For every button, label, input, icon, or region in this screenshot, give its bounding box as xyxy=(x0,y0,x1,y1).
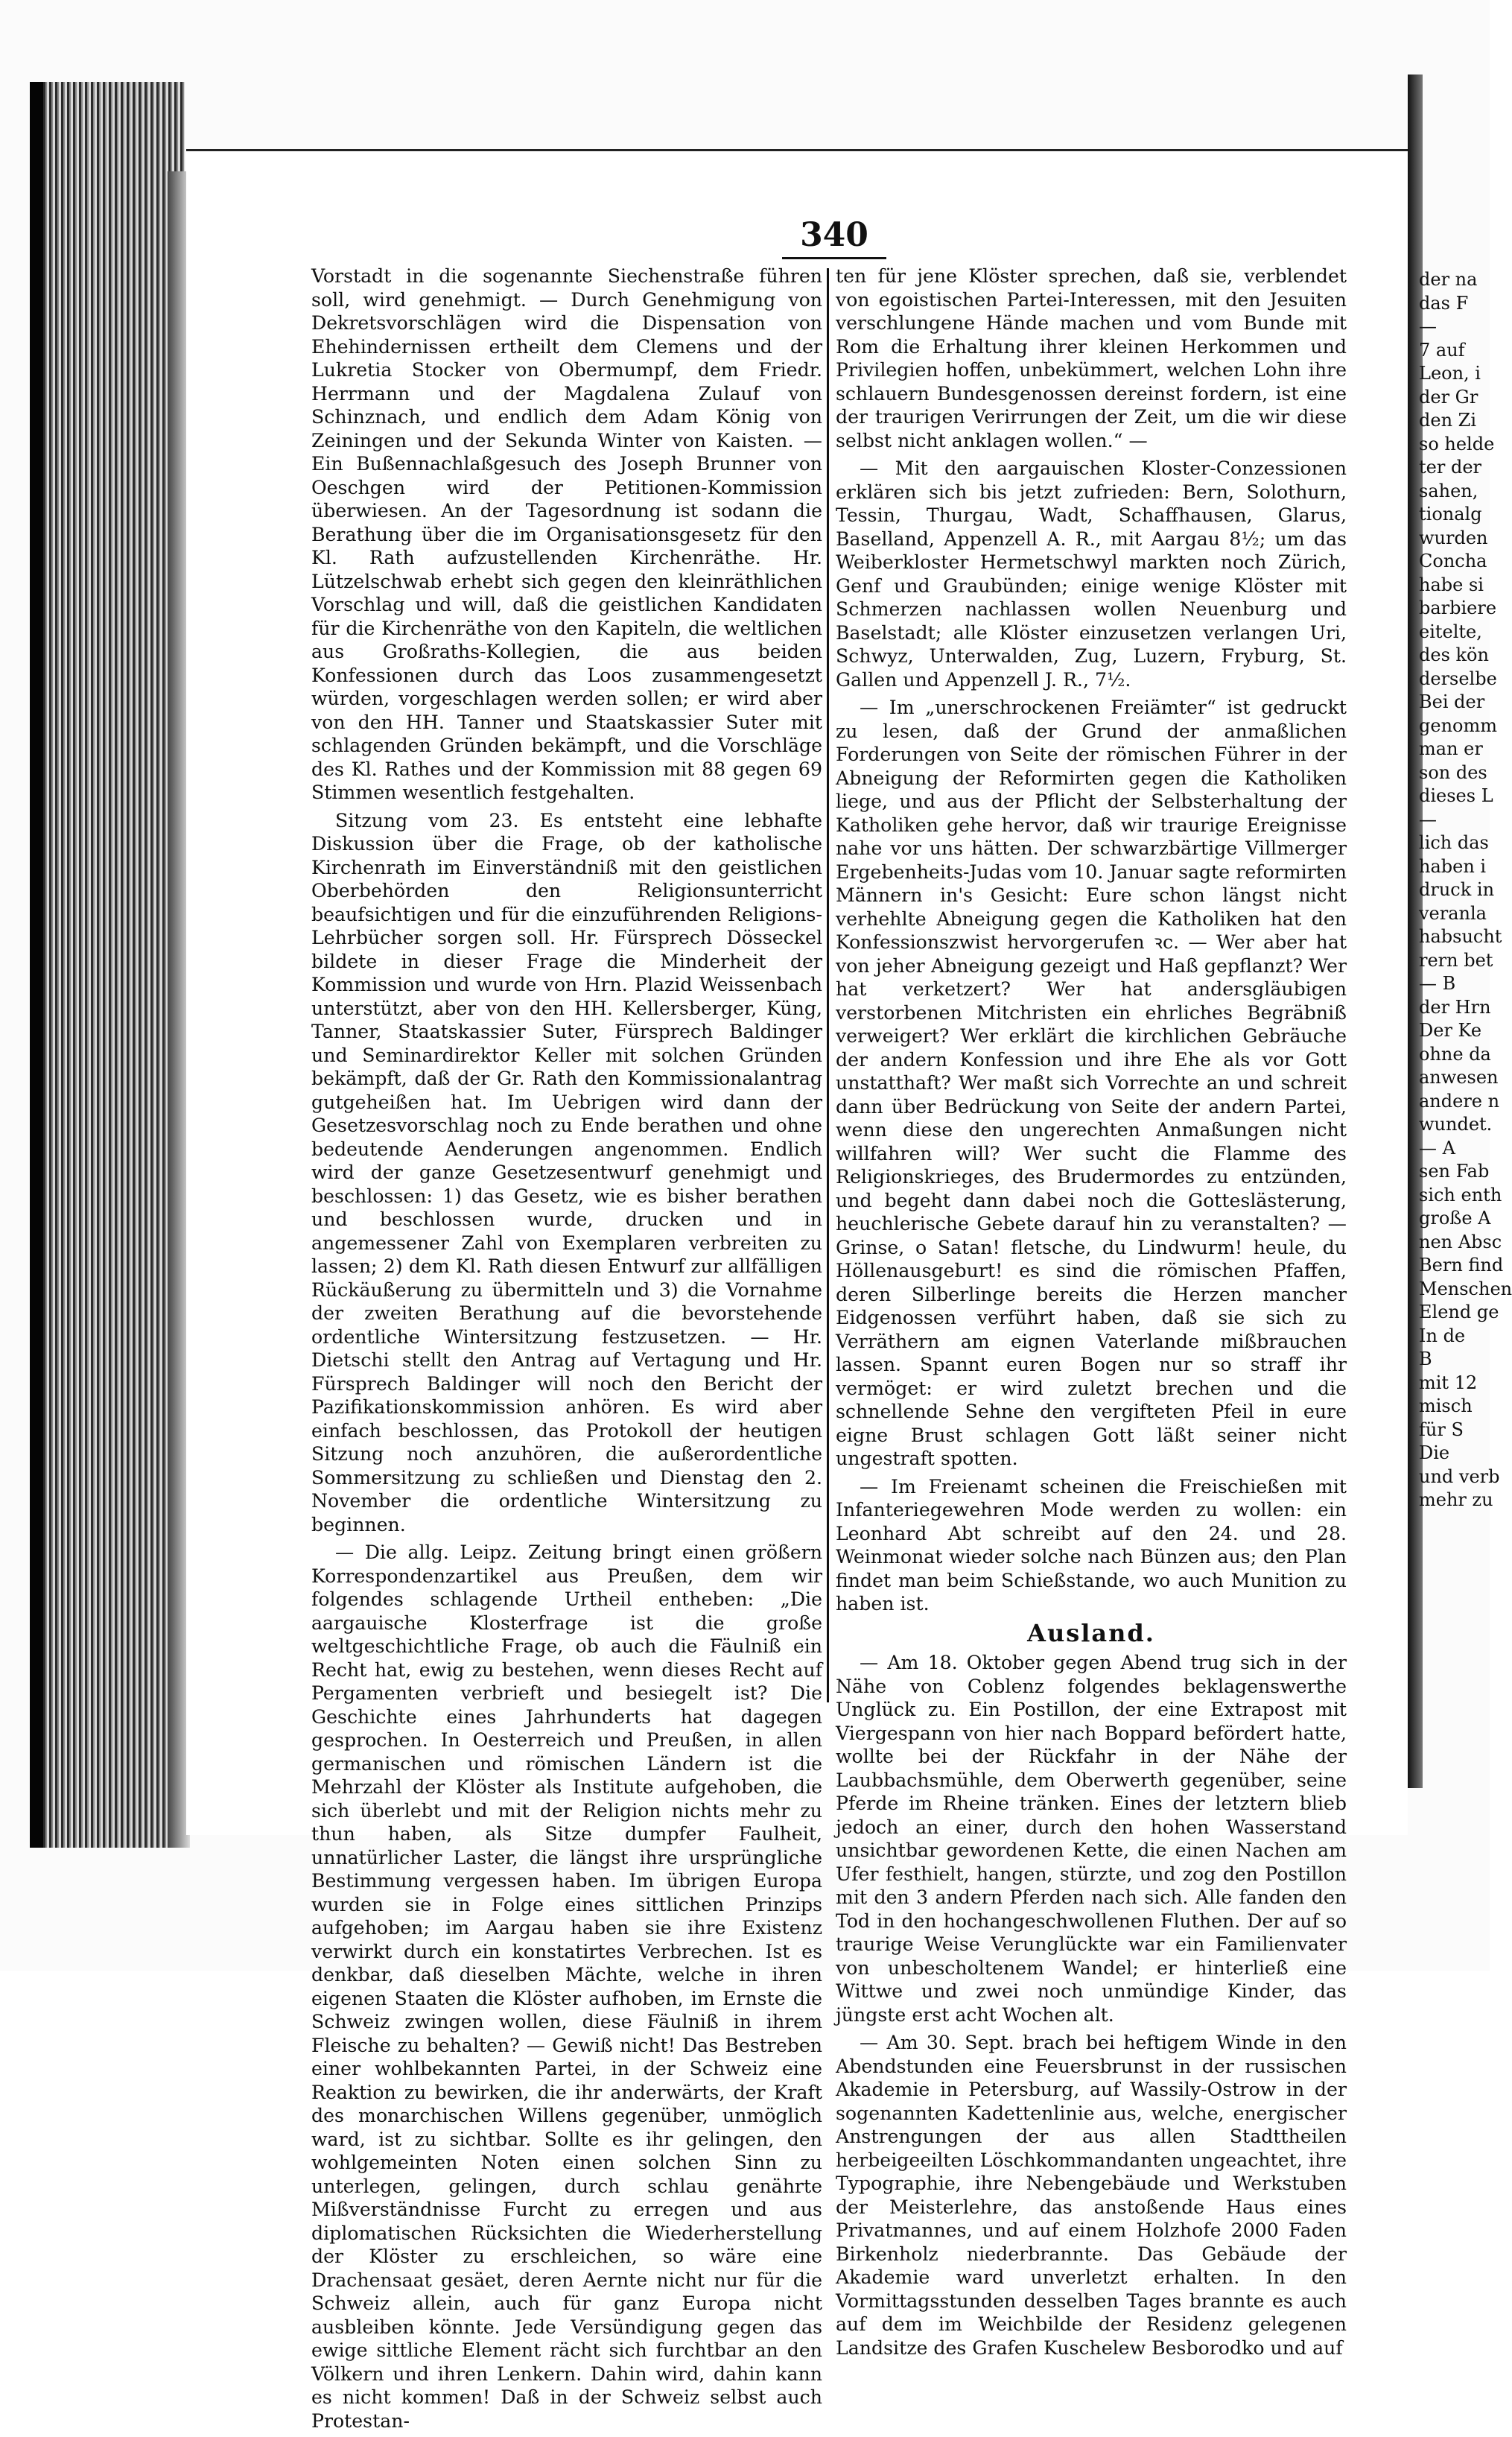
next-page-line: nen Absc xyxy=(1419,1231,1502,1252)
next-page-line: wundet. xyxy=(1419,1114,1493,1135)
next-page-line: sen Fab xyxy=(1419,1161,1490,1182)
right-column xyxy=(836,264,1347,2364)
book-page-edges xyxy=(30,82,185,1848)
next-page-line: — xyxy=(1419,316,1437,337)
next-page-line: Der Ke xyxy=(1419,1020,1482,1041)
next-page-line: 7 auf xyxy=(1419,339,1465,361)
next-page-line: der Gr xyxy=(1419,386,1478,408)
next-page-line: Concha xyxy=(1419,551,1487,571)
next-page-line: son des xyxy=(1419,761,1487,783)
next-page-line: Elend ge xyxy=(1419,1302,1499,1322)
paragraph: Sitzung vom 23. Es entsteht eine lebhafte Diskussion über die Frage, ob der katholische Kirchenrath im Einverständniß mit den geistlichen Oberbehörden den Religionsunterricht beaufsichtigen und für die einzuführenden Religions-Lehrbücher sorgen soll. Hr. Fürsprech Dösseckel bildete in dieser Frage die Minderheit der Kommission und wurde von Hrn. Plazid Weissenbach unterstützt, aber von den HH. Kellersberger, Küng, Tanner, Staatskassier Suter, Fürsprech Baldinger und Seminardirektor Keller mit solchen Gründen bekämpft, daß der Gr. Rath den Kommissionalantrag gutgeheißen hat. Im Uebrigen wird dann der Gesetzesvorschlag noch zu Ende berathen und ohne bedeutende Aenderungen angenommen. Endlich wird der ganze Gesetzesentwurf genehmigt und beschlossen: 1) das Gesetz, wie es bisher berathen und beschlossen wurde, drucken und in angemessener Zahl von Exemplaren verbreiten zu lassen; 2) dem Kl. Rath diesen Entwurf zur allfälligen Rückäußerung zu übermitteln und 3) die Vornahme der zweiten Berathung auf die bevorstehende ordentliche Wintersitzung festzusetzen. — Hr. Dietschi stellt den Antrag auf Vertagung und Hr. Fürsprech Baldinger will noch den Bericht der Pazifikationskommission anhören. Es wird aber einfach beschlossen, das Protokoll der heutigen Sitzung noch anzuhören, die außerordentliche Sommersitzung zu schließen und Dienstag den 2. November die ordentliche Wintersitzung zu beginnen. xyxy=(311,809,822,1536)
next-page-line: große A xyxy=(1419,1208,1491,1229)
next-page-line: der Hrn xyxy=(1419,996,1491,1018)
next-page-line: Menschen xyxy=(1419,1278,1512,1299)
next-page-line: Die xyxy=(1419,1442,1450,1463)
next-page-line: das F xyxy=(1419,292,1469,314)
paragraph: ten für jene Klöster sprechen, daß sie, verblendet von egoistischen Partei-Interessen, mit den Jesuiten verschlungene Hände machen und vom Bunde mit Rom die Erhaltung ihrer kleinen Herkommen und Privilegien hoffen, unbekümmert, welchen Lohn ihre schlauern Bundesgenossen dereinst fordern, ist eine der traurigen Verirrungen der Zeit, um die wir diese selbst nicht anklagen wollen.“ — xyxy=(836,265,1347,451)
next-page-line: ter der xyxy=(1419,457,1481,478)
paragraph: — Mit den aargauischen Kloster-Conzessionen erklären sich bis jetzt zufrieden: Bern, Solothurn, Tessin, Thurgau, Wadt, Schaffhausen, Glarus, Baselland, Appenzell A. R., mit Aargau 8½; um das Weiberkloster Hermetschwyl markten noch Zürich, Genf und Graubünden; einige wenige Klöster mit Schmerzen nachlassen wollen Neuenburg und Baselstadt; alle Klöster einzusetzen verlangen Uri, Schwyz, Unterwalden, Zug, Luzern, Fryburg, St. Gallen und Appenzell J. R., 7½. xyxy=(836,457,1347,691)
next-page-line: man er xyxy=(1419,738,1483,759)
next-page-line: den Zi xyxy=(1419,410,1477,431)
left-column xyxy=(311,264,822,2437)
next-page-line: des kön xyxy=(1419,644,1489,665)
next-page-line: genomm xyxy=(1419,714,1497,736)
next-page-line: tionalg xyxy=(1419,504,1482,525)
paragraph: — Im Freienamt scheinen die Freischießen mit Infanteriegewehren Mode werden zu wollen: ein Leonhard Abt schreibt auf den 24. und 28. Weinmonat wieder solche nach Bünzen aus; den Plan findet man beim Schießstande, wo auch Munition zu haben ist. xyxy=(836,1475,1347,1614)
section-heading: Ausland. xyxy=(1027,1618,1155,1647)
next-page-line: veranla xyxy=(1419,902,1487,924)
next-page-line: druck in xyxy=(1419,879,1495,900)
next-page-line: habsucht xyxy=(1419,926,1502,947)
column-divider xyxy=(827,268,829,1702)
paragraph: — Im „unerschrockenen Freiämter“ ist gedruckt zu lesen, daß der Grund der anmaßlichen Forderungen von Seite der römischen Führer in der Abneigung der Reformirten gegen die Katholiken liege, und aus der Pflicht der Selbsterhaltung der Katholiken gehe hervor, daß wir traurige Ereignisse nahe vor uns hätten. Der schwarzbärtige Villmerger Ergebenheits-Judas vom 10. Januar sagte reformirten Männern in's Gesicht: Eure schon längst nicht verhehlte Abneigung gegen die Katholiken hat den Konfessionszwist hervorgerufen ꝛc. — Wer aber hat von jeher Abneigung gezeigt und Haß gepflanzt? Wer hat verketzert? Wer hat andersgläubigen verstorbenen Mitchristen ein ehrliches Begräbniß verweigert? Wer erklärt die kirchlichen Gebräuche der andern Konfession und ihre Ehe als vor Gott unstatthaft? Wer maßt sich Vorrechte an und schreit dann über Bedrückung von Seite der andern Partei, wenn diese den ungerechten Anmaßungen nicht willfahren will? Wer sucht die Flamme des Religionskrieges, des Brudermordes zu entzünden, und begeht dann dabei noch die Gotteslästerung, heuchlerische Gebete darauf hin zu veranstalten? — Grinse, o Satan! fletsche, du Lindwurm! heule, du Höllenausgeburt! es sind die römischen Pfaffen, deren Silberlinge bereits die Herzen mancher Eidgenossen verführt haben, daß sie sich zu Verräthern am eignen Vaterlande mißbrauchen lassen. Spannt euren Bogen nur so straff ihr vermöget: er wird zuletzt brechen und die schnellende Sehne den vergifteten Pfeil in eure eigne Brust schlagen Gott läßt seiner nicht ungestraft spotten. xyxy=(836,697,1347,1469)
next-page-line: rern bet xyxy=(1419,949,1493,971)
next-page-line: — B xyxy=(1419,973,1456,994)
next-page-line: misch xyxy=(1419,1395,1473,1416)
next-page-line: wurden xyxy=(1419,527,1488,548)
paragraph: Vorstadt in die sogenannte Siechenstraße führen soll, wird genehmigt. — Durch Genehmigung von Dekretsvorschlägen wird die Dispensation von Ehehindernissen ertheilt dem Clemens und der Lukretia Stocker von Obermumpf, dem Friedr. Herrmann und der Magdalena Zulauf von Schinznach, und endlich dem Adam König von Zeiningen und der Sekunda Winter von Kaisten. — Ein Bußennachlaßgesuch des Joseph Brunner von Oeschgen wird der Petitionen-Kommission überwiesen. An der Tagesordnung ist sodann die Berathung über die im Organisationsgesetz für den Kl. Rath aufzustellenden Kirchenräthe. Hr. Lützelschwab erhebt sich gegen den kleinräthlichen Vorschlag und will, daß die geistlichen Kandidaten für die Kirchenräthe von den Kapiteln, die weltlichen aus Großraths-Kollegien, die aus beiden Konfessionen durch das Loos zusammengesetzt würden, vorgeschlagen werden sollen; er wird aber von den HH. Tanner und Staatskassier Suter mit schlagenden Gründen bekämpft, und die Vorschläge des Kl. Rathes und der Kommission mit 88 gegen 69 Stimmen wesentlich festgehalten. xyxy=(311,265,822,803)
next-page-line: habe si xyxy=(1419,574,1484,595)
next-page-line: der na xyxy=(1419,269,1478,290)
next-page-line: haben i xyxy=(1419,855,1487,877)
next-page-line: dieses L xyxy=(1419,785,1493,806)
next-page-line: derselbe xyxy=(1419,668,1497,689)
next-page-line: In de xyxy=(1419,1325,1466,1346)
next-page-line: — A xyxy=(1419,1137,1455,1159)
next-page-line: andere n xyxy=(1419,1090,1500,1112)
next-page-line: barbiere xyxy=(1419,598,1497,618)
next-page-fragment xyxy=(1419,268,1512,1510)
next-page-line: Bei der xyxy=(1419,691,1485,712)
next-page-line: für S xyxy=(1419,1419,1464,1440)
paragraph: — Die allg. Leipz. Zeitung bringt einen größern Korrespondenzartikel aus Preußen, dem wir folgendes schlagende Urtheil entheben: „Die aargauische Klosterfrage ist die große weltgeschichtliche Frage, ob auch die Fäulniß ein Recht hat, ewig zu bestehen, wenn dieses Recht auf Pergamenten verbrieft und besiegelt ist? Die Geschichte eines Jahrhunderts hat dagegen gesprochen. In Oesterreich und Preußen, in allen germanischen und römischen Ländern ist die Mehrzahl der Klöster als Institute aufgehoben, die sich überlebt und mit der Religion nichts mehr zu thun haben, als Sitze dumpfer Faulheit, unnatürlicher Laster, die längst ihre ursprüngliche Bestimmung vergessen haben. Im übrigen Europa wurden sie in Folge eines sittlichen Prinzips aufgehoben; im Aargau haben sie ihre Existenz verwirkt durch ein konstatirtes Verbrechen. Ist es denkbar, daß dieselben Mächte, welche in ihren eigenen Staaten die Klöster aufhoben, im Ernste die Schweiz zwingen wollen, diese Fäulniß in ihrem Fleische zu behalten? — Gewiß nicht! Das Bestreben einer wohlbekannten Partei, in der Schweiz eine Reaktion zu bewirken, die ihr anderwärts, der Kraft des monarchischen Willens gegenüber, unmöglich ward, ist zu sichtbar. Sollte es ihr gelingen, den wohlgemeinten Noten einen solchen Sinn zu unterlegen, gelingen, durch schlau genährte Mißverständnisse Furcht zu erregen und aus diplomatischen Rücksichten die Wiederherstellung der Klöster zu erschleichen, so wäre eine Drachensaat gesäet, deren Aernte nicht nur für die Schweiz allein, auch für ganz Europa nicht ausbleiben könnte. Jede Versündigung gegen das ewige sittliche Element rächt sich furchtbar an den Völkern und ihren Lenkern. Dahin wird, dahin kann es nicht kommen! Daß in der Schweiz selbst auch Protestan- xyxy=(311,1541,822,2432)
next-page-line: und verb xyxy=(1419,1465,1500,1487)
next-page-line: mehr zu xyxy=(1419,1489,1493,1510)
next-page-line: so helde xyxy=(1419,433,1495,454)
page-number: 340 xyxy=(782,216,886,259)
next-page-line: — xyxy=(1419,808,1437,830)
paragraph: — Am 30. Sept. brach bei heftigem Winde in den Abendstunden eine Feuersbrunst in der russischen Akademie in Petersburg, auf Wassily-Ostrow in der sogenannten Kadettenlinie aus, welche, energischer Anstrengungen der aus allen Stadttheilen herbeigeeilten Löschkommandanten ungeachtet, ihre Typographie, ihre Nebengebäude und Werkstuben der Meisterlehre, das anstoßende Haus eines Privatmannes, und auf einem Holzhofe 2000 Faden Birkenholz niederbrannte. Das Gebäude der Akademie ward unverletzt erhalten. In den Vormittagsstunden desselben Tages brannte es auch auf dem im Weichbilde der Residenz gelegenen Landsitze des Grafen Kuschelew Besborodko und auf xyxy=(836,2032,1347,2359)
next-page-line: mit 12 xyxy=(1419,1372,1478,1393)
next-page-line: Bern find xyxy=(1419,1255,1504,1275)
next-page-line: anwesen xyxy=(1419,1067,1499,1088)
next-page-line: lich das xyxy=(1419,832,1489,853)
next-page-line: eitelte, xyxy=(1419,621,1482,642)
next-page-line: sahen, xyxy=(1419,480,1478,501)
paragraph: — Am 18. Oktober gegen Abend trug sich in der Nähe von Coblenz folgendes beklagenswerthe Unglück zu. Ein Postillon, der eine Extrapost mit Viergespann von hier nach Boppard befördert hatte, wollte bei der Rückfahr in der Nähe der Laubbachsmühle, dem Oberwerth gegenüber, seine Pferde im Rheine tränken. Eines der letztern blieb jedoch an einer, durch den hohen Wasserstand unsichtbar gewordenen Kette, die einen Nachen am Ufer festhielt, hangen, stürzte, und zog den Postillon mit den 3 andern Pferden nach sich. Alle fanden den Tod in den hochangeschwollenen Fluthen. Der auf so traurige Weise Verunglückte war ein Familienvater von unbescholtenem Wandel; er hinterließ eine Wittwe und zwei noch unmündige Kinder, das jüngste erst acht Wochen alt. xyxy=(836,1652,1347,2026)
next-page-line: ohne da xyxy=(1419,1043,1491,1065)
next-page-line: Leon, i xyxy=(1419,363,1481,384)
next-page-line: sich enth xyxy=(1419,1184,1502,1205)
next-page-line: B xyxy=(1419,1349,1432,1369)
